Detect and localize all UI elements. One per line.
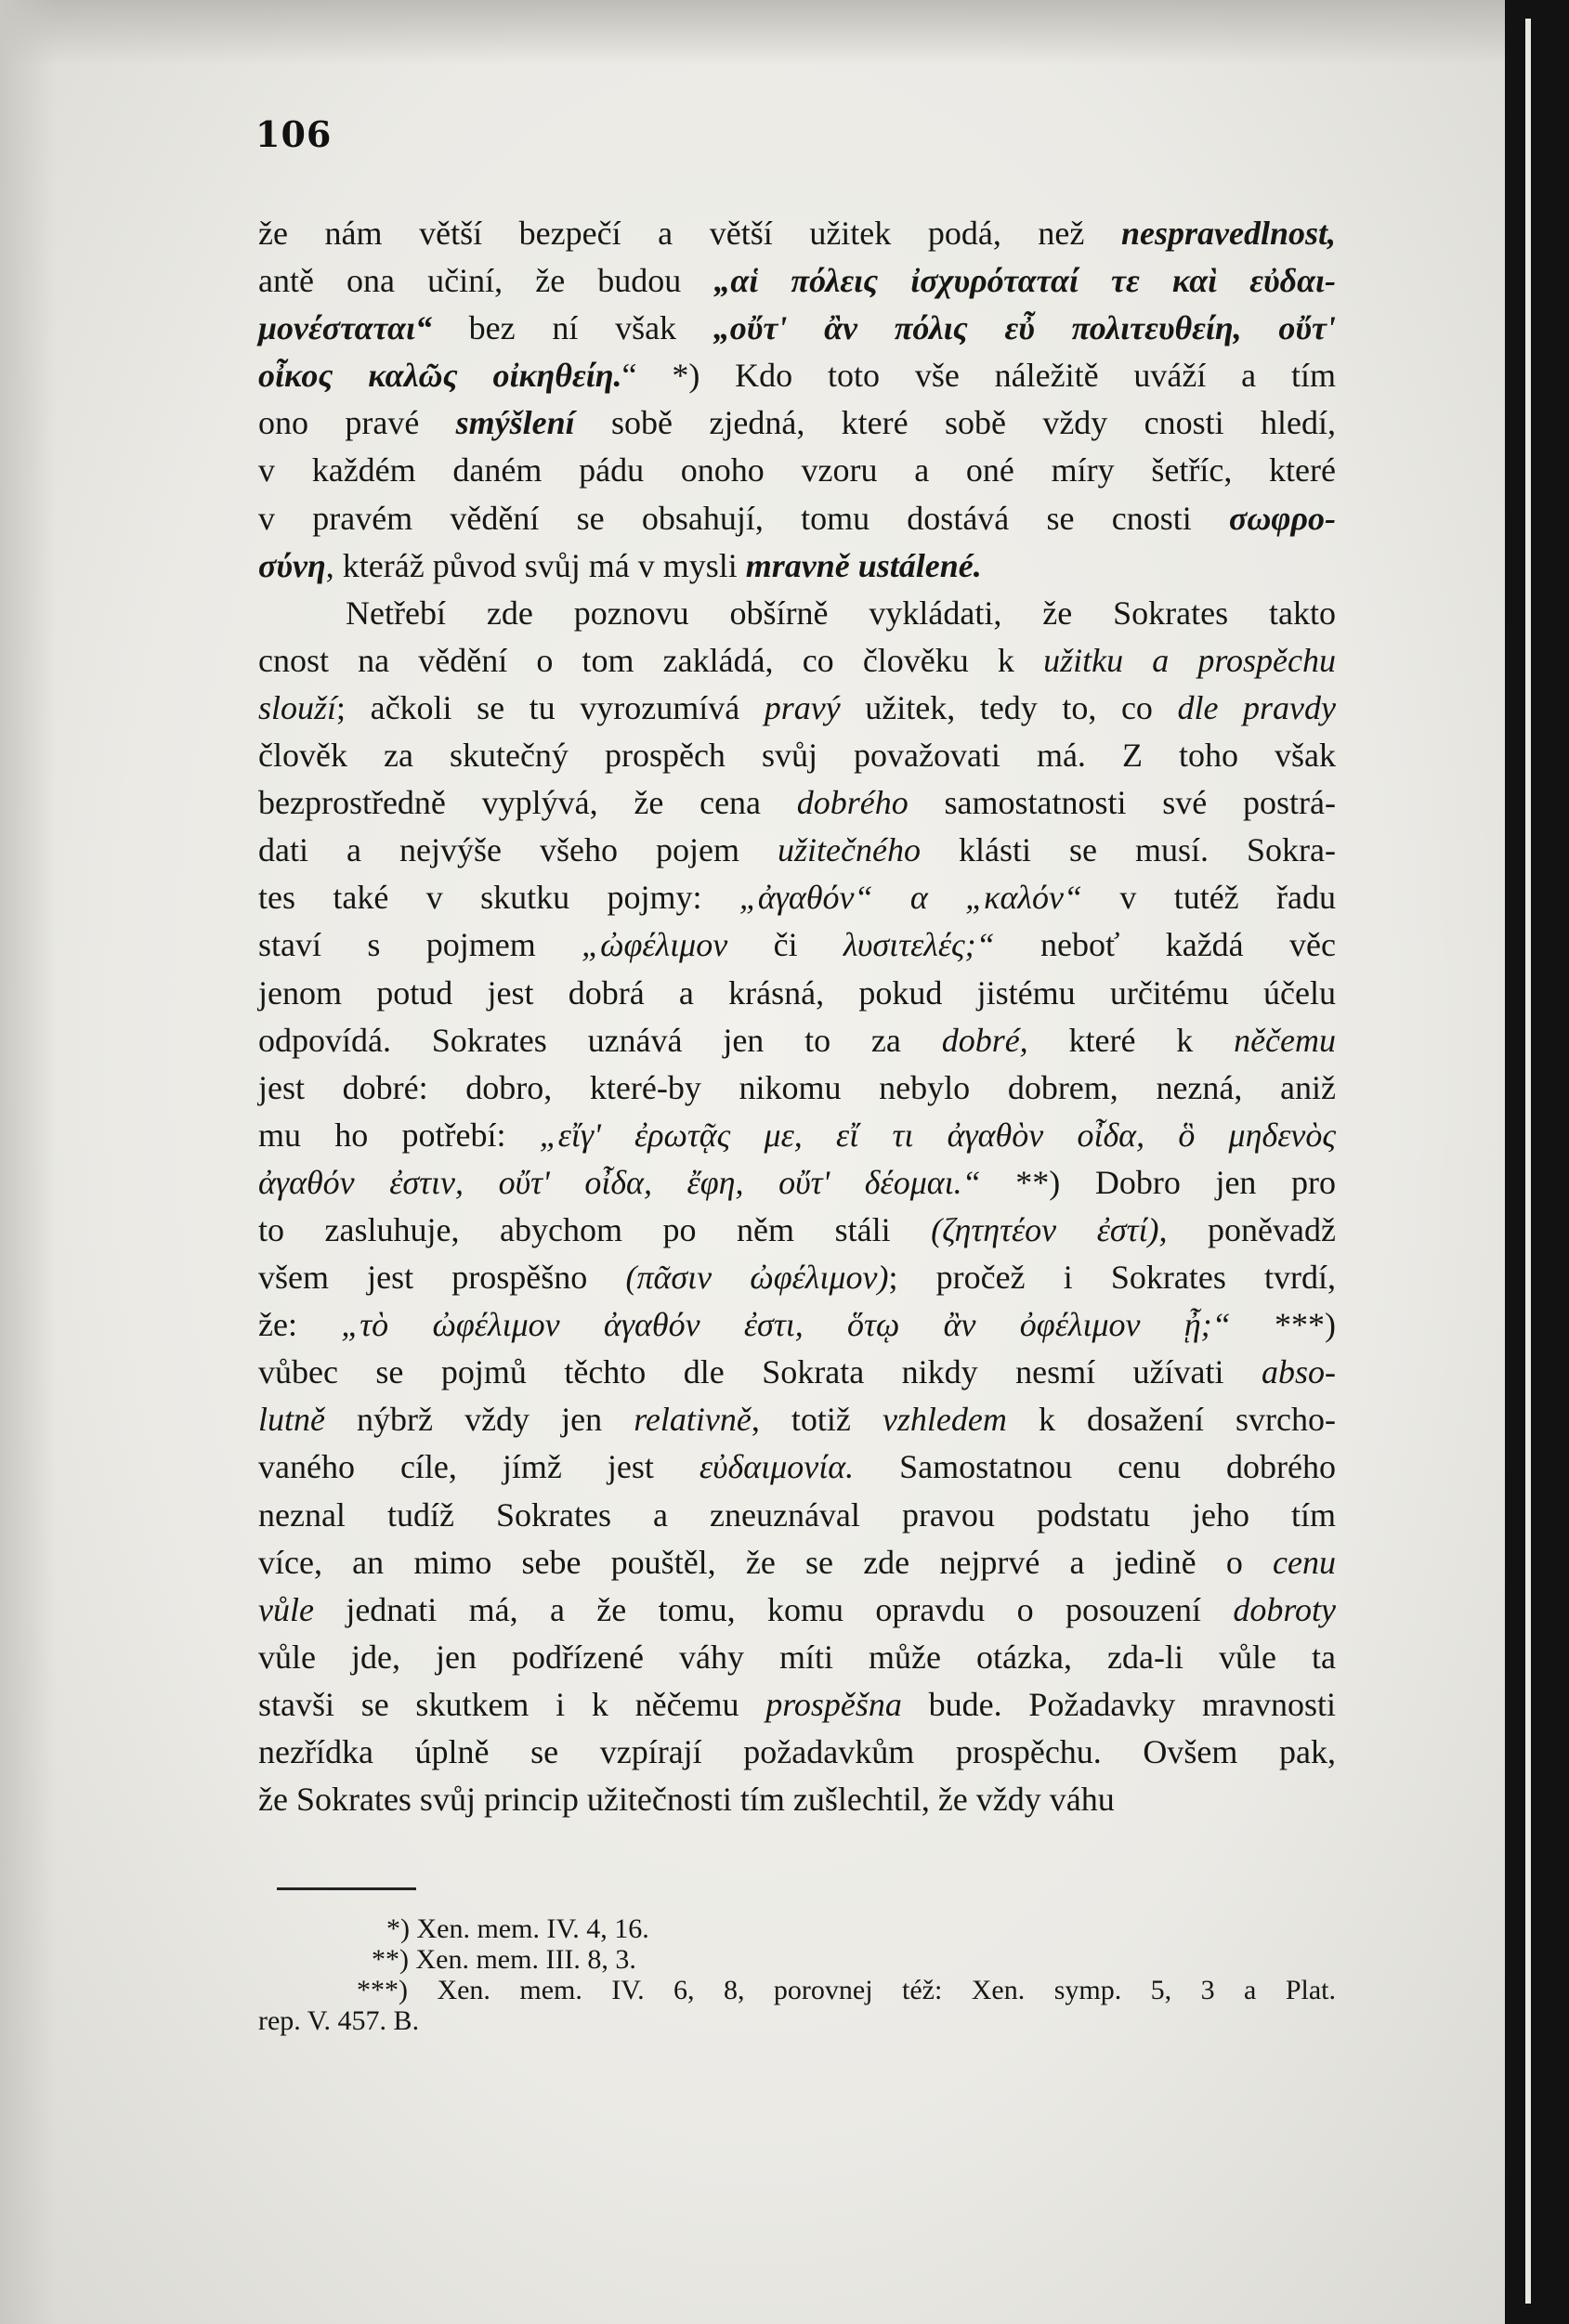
footnotes [258,1913,1336,2036]
text-run: bude. Požadavky mravnosti [901,1685,1337,1723]
text-run: jest dobré: dobro, které-by nikomu nebylo dobrem, nezná, aniž [258,1068,1336,1106]
emphasized-text: „τὸ ὠφέλιμον ἀγαθόν ἐστι, ὅτῳ ἂν ὀφέλιμον ᾖ;“ [341,1306,1231,1344]
text-line [258,827,1336,874]
text-line [258,542,1336,590]
text-run: v každém daném pádu onoho vzoru a oné míry šetříc, které [258,451,1336,490]
text-line [258,1254,1336,1301]
emphasized-text: nespravedlnost, [1120,215,1336,252]
emphasized-text: dobroty [1233,1590,1336,1628]
text-line [258,1634,1336,1681]
text-run: neboť každá věc [994,926,1336,964]
emphasized-text: „ἀγαθόν“ α „καλόν“ [739,879,1082,917]
text-line [258,495,1336,542]
text-line [258,305,1336,352]
text-line [258,970,1336,1017]
text-run: ; ačkoli se tu vyrozumívá [336,688,765,726]
emphasized-text: užitečného [778,831,921,869]
scan-shadow-left [0,0,56,2324]
emphasized-text: dobré, [941,1021,1028,1059]
emphasized-text: prospěšna [765,1685,902,1723]
text-run: nýbrž vždy jen [324,1401,634,1439]
body-text [258,210,1336,1823]
text-run: poněvadž [1167,1210,1336,1248]
scan-gutter [1505,0,1569,2324]
footnote-divider [277,1887,416,1890]
text-run: klásti se musí. Sokra- [920,831,1336,869]
emphasized-text: dobrého [796,784,909,822]
text-line [258,874,1336,921]
emphasized-text: οἶκος καλῶς οἰκηθείη. [258,357,622,395]
text-line [258,1159,1336,1207]
text-run: které k [1027,1021,1235,1059]
text-run: **) Dobro jen pro [980,1163,1336,1201]
text-line [258,779,1336,827]
emphasized-text: abso- [1262,1353,1336,1391]
text-run: “ *) Kdo toto vše náležitě uváží a tím [621,357,1336,395]
text-run: nezřídka úplně se vzpírají požadavkům prospěchu. Ovšem pak, [258,1733,1336,1770]
text-run: vaného cíle, jímž jest [258,1448,700,1486]
text-run: ; pročež i Sokrates tvrdí, [888,1259,1336,1297]
emphasized-text: smýšlení [455,404,575,442]
emphasized-text: vůle [258,1590,314,1628]
text-line [258,1539,1336,1586]
text-line [258,590,1336,637]
text-run: jednati má, a že tomu, komu opravdu o posouzení [313,1590,1234,1628]
text-run: dati a nejvýše všeho pojem [258,831,778,869]
text-line [258,1064,1336,1112]
emphasized-text: ἀγαθόν ἐστιν, οὔτ' οἶδα, ἔφη, οὔτ' δέομαι.“ [258,1163,981,1201]
text-run: že Sokrates svůj princip užitečnosti tím zušlechtil, že vždy váhu [258,1781,1115,1819]
emphasized-text: (ζητητέον ἐστί), [931,1210,1168,1248]
text-line [258,1396,1336,1443]
text-line [258,1112,1336,1159]
emphasized-text: σύνη [258,546,326,584]
emphasized-text: vzhledem [882,1401,1007,1439]
emphasized-text: σωφρο- [1228,499,1336,537]
text-line [258,1301,1336,1349]
emphasized-text: εὐδαιμονία. [699,1448,855,1486]
text-run: užitek, tedy to, co [840,688,1178,726]
text-run: odpovídá. Sokrates uznává jen to za [258,1021,942,1059]
emphasized-text: lutně [258,1401,325,1439]
text-run: neznal tudíž Sokrates a zneuznával pravou podstatu jeho tím [258,1495,1336,1534]
text-line [258,732,1336,779]
text-run: bez ní však [431,309,713,347]
page-number: 106 [255,113,333,155]
emphasized-text: dle pravdy [1177,688,1336,726]
text-line [258,637,1336,685]
text-run: sobě zjedná, které sobě vždy cnosti hledí, [574,404,1336,442]
emphasized-text: „αἱ πόλεις ἰσχυρόταταί τε καὶ εὐδαι- [713,262,1336,300]
paragraph-1 [258,210,1336,590]
text-run: antě ona učiní, že budou [258,262,714,300]
text-line [258,447,1336,494]
emphasized-text: (πᾶσιν ὠφέλιμον) [625,1259,889,1297]
emphasized-text: „εἴγ' ἐρωτᾷς με, εἴ τι ἀγαθὸν οἶδα, ὃ μηδενὸς [539,1116,1336,1154]
text-run: cnost na vědění o tom zakládá, co člověku k [258,641,1044,679]
footnote-3: ***) Xen. mem. IV. 6, 8, porovnej též: Xen. symp. 5, 3 a Plat. [357,1975,1336,2005]
text-run: všem jest prospěšno [258,1259,626,1297]
paragraph-2 [258,590,1336,1823]
emphasized-text: cenu [1273,1543,1336,1581]
text-run: mu ho potřebí: [258,1116,540,1154]
text-run: vůle jde, jen podřízené váhy míti může otázka, zda-li vůle ta [258,1638,1336,1676]
text-run: bezprostředně vyplývá, že cena [258,784,797,822]
text-run: to zasluhuje, abychom po něm stáli [258,1210,932,1248]
text-run: , kteráž původ svůj má v mysli [325,546,746,584]
text-run: Netřebí zde poznovu obšírně vykládati, že Sokrates takto [346,594,1336,632]
emphasized-text: relativně [634,1401,752,1439]
emphasized-text: něčemu [1234,1021,1336,1059]
emphasized-text: pravý [764,688,841,726]
emphasized-text: λυσιτελές;“ [843,926,995,964]
text-run: staví s pojmem [258,926,582,964]
text-run: člověk za skutečný prospěch svůj považovati má. Z toho však [258,737,1336,775]
text-run: více, an mimo sebe pouštěl, že se zde nejprvé a jedině o [258,1543,1274,1581]
emphasized-text: μονέσταται“ [258,309,432,347]
text-line [258,1776,1336,1823]
text-run: jenom potud jest dobrá a krásná, pokud jistému určitému účelu [258,973,1336,1012]
text-line [258,1017,1336,1064]
footnote-1: *) Xen. mem. IV. 4, 16. [386,1913,649,1944]
text-run: či [727,926,843,964]
text-run: samostatnosti své postrá- [908,784,1337,822]
text-line [258,1207,1336,1254]
text-line [258,210,1336,257]
text-line [258,921,1336,969]
text-line [258,1586,1336,1634]
text-run: vůbec se pojmů těchto dle Sokrata nikdy nesmí užívati [258,1353,1262,1391]
emphasized-text: „ὠφέλιμον [582,926,728,964]
text-line [258,1349,1336,1396]
text-run: v tutéž řadu [1081,879,1336,917]
text-run: že: [258,1306,342,1344]
text-run: že nám větší bezpečí a větší užitek podá, než [258,215,1121,252]
text-run: v pravém vědění se obsahují, tomu dostává se cnosti [258,499,1229,537]
emphasized-text: užitku a prospěchu [1043,641,1336,679]
text-run: stavši se skutkem i k něčemu [258,1685,766,1723]
adjacent-page-edge [1525,19,1531,2304]
text-line [258,685,1336,732]
text-run: k dosažení svrcho- [1006,1401,1337,1439]
text-run: Samostatnou cenu dobrého [854,1448,1336,1486]
text-run: , totiž [751,1401,883,1439]
text-run: ***) [1230,1306,1336,1344]
text-line [258,1681,1336,1729]
footnote-2: **) Xen. mem. III. 8, 3. [372,1944,636,1975]
text-run: ono pravé [258,404,456,442]
text-line [258,1729,1336,1776]
text-line [258,257,1336,305]
text-line [258,1443,1336,1491]
text-line [258,1492,1336,1539]
emphasized-text: mravně ustálené. [745,546,982,584]
text-line [258,399,1336,447]
text-run: tes také v skutku pojmy: [258,879,739,917]
footnote-3-continued: rep. V. 457. B. [258,2005,420,2036]
scan-shadow-top [0,0,1505,65]
emphasized-text: slouží [258,688,337,726]
emphasized-text: „οὔτ' ἂν πόλις εὖ πολιτευθείη, οὔτ' [713,309,1337,347]
text-line [258,352,1336,399]
